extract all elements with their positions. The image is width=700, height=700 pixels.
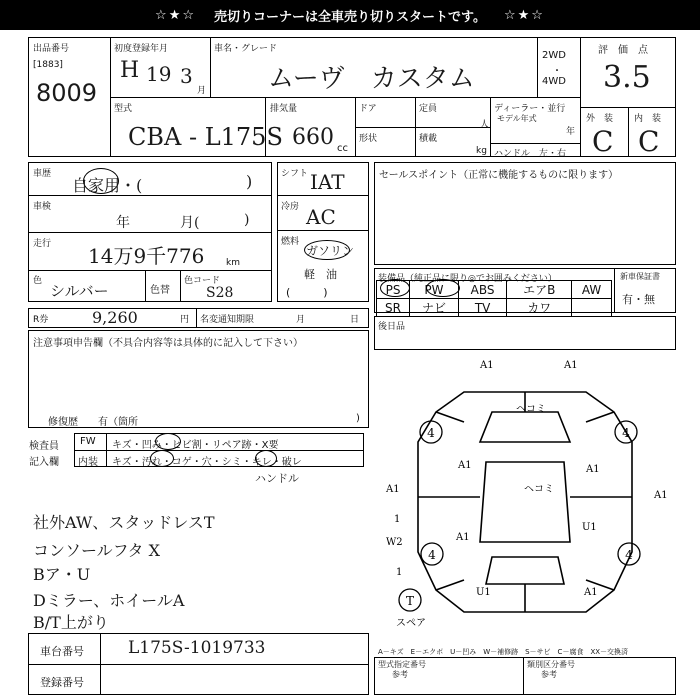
lot-number: 8009 (36, 79, 98, 107)
grade-value: 3.5 (603, 60, 651, 95)
after-label: 後日品 (378, 322, 406, 332)
dent-label-roof: ヘコミ (524, 484, 554, 495)
damage-diagram (374, 352, 676, 652)
damage-legend: A－キズ E－エクボ U－凹み W－補修跡 S－サビ C－腐食 XX－交換済 (378, 648, 629, 656)
equip-navi: ナビ (410, 299, 459, 317)
era: H (120, 58, 140, 83)
registration-label: 登録番号 (40, 676, 84, 689)
handnote-3: Bア・U (33, 565, 91, 584)
inspection-label: 車検 (33, 202, 52, 212)
recycle-value: 9,260 (92, 308, 138, 327)
mileage-value: 14万9千776 (88, 244, 205, 268)
model-value: CBA - L175S (128, 123, 283, 151)
banner-text: 売切りコーナーは全車売り切りスタートです。 (214, 9, 486, 25)
repair-label: 修復歴 有（箇所 (48, 417, 138, 428)
load-label: 積載 (419, 134, 438, 144)
ac-value: AC (306, 205, 336, 229)
tire-rr-label: 4 (625, 548, 633, 562)
after-frame (374, 316, 676, 350)
tax-month: 月 (296, 315, 306, 325)
model-year-label: モデル年式 (497, 114, 537, 123)
new-car-label: 新車保証書 (620, 272, 660, 281)
mileage-label: 走行 (33, 239, 52, 249)
mark-front-l: A1 (480, 360, 494, 371)
mark-side-r: U1 (582, 522, 597, 533)
handnote-4: Dミラー、ホイールA (33, 591, 185, 610)
color-label: 色 (33, 276, 43, 286)
handnote-5: B/T上がり (33, 613, 109, 632)
int-circle-1 (150, 450, 174, 467)
exterior-label: 外 装 (586, 114, 614, 124)
shift-value: IAT (310, 170, 345, 194)
drive-4wd: 4WD (542, 76, 566, 87)
recycle-unit: 円 (180, 315, 190, 325)
tire-fr-label: 4 (622, 426, 630, 440)
sales-label: セールスポイント（正常に機能するものに限ります） (379, 170, 619, 181)
fuel-paren: ( ) (286, 286, 328, 299)
mark-w2: W2 (386, 537, 403, 548)
color-change-label: 色替 (150, 285, 170, 296)
tax-day: 日 (350, 315, 360, 325)
class-label: 類別区分番号 (527, 660, 575, 669)
grade-label: 評 価 点 (598, 45, 648, 56)
capacity-label: 定員 (419, 104, 438, 114)
chassis-label: 車台番号 (40, 645, 84, 658)
equip-abs: ABS (458, 281, 506, 299)
first-reg-label: 初度登録年月 (114, 44, 169, 54)
spare-label: スペア (396, 618, 426, 629)
handnote-1: 社外AW、スタッドレスT (33, 513, 215, 532)
inspection-month: 月( (180, 215, 200, 231)
drive-dot: ・ (552, 66, 562, 77)
inspector-fw: FW (80, 436, 96, 447)
inspector-label2: 記入欄 (29, 457, 59, 468)
car-name: ムーヴ カスタム (268, 64, 475, 94)
equip-pw: PW (410, 281, 459, 299)
dent-label-front: ヘコミ (516, 404, 546, 415)
fuel-value: ガソリン (306, 244, 355, 258)
color-value: シルバー (50, 282, 109, 300)
first-reg-month: 3 (180, 64, 193, 88)
mark-rear-l: A1 (456, 532, 470, 543)
recycle-label: R券 (33, 315, 49, 325)
recycle-frame (28, 308, 369, 328)
mark-one-a: 1 (394, 514, 401, 525)
history-close: ) (246, 172, 253, 191)
first-reg-year: 19 (146, 62, 172, 86)
handnote-2: コンソールフタ X (33, 541, 161, 560)
tire-fl-label: 4 (427, 426, 435, 440)
fuel-label: 燃料 (281, 237, 300, 247)
fw-circle (155, 433, 181, 450)
inspector-label1: 検査員 (29, 441, 59, 452)
class-ref: 参考 (541, 670, 557, 679)
model-label: 型式 (114, 104, 133, 114)
exterior-value: C (592, 125, 614, 158)
interior-label: 内 装 (634, 114, 662, 124)
inspector-fw-items: キズ・凹み・ヒビ割・リペア跡・X要 (112, 440, 279, 451)
chassis-value: L175S-1019733 (128, 638, 266, 658)
mark-rear-r: A1 (584, 587, 598, 598)
dealer-label: ディーラー・並行 (494, 104, 566, 114)
mark-right: A1 (586, 464, 600, 475)
model-year-unit: 年 (566, 127, 576, 137)
handle-label: ハンドル 左・右 (494, 149, 567, 159)
new-car-value: 有・無 (622, 293, 655, 306)
spare-mark-label: T (405, 594, 415, 608)
equip-ps: PS (377, 281, 410, 299)
banner-stars-left: ☆★☆ (155, 7, 197, 23)
lot-sub: [1883] (33, 60, 63, 70)
equipment-grid (376, 280, 612, 317)
load-unit: kg (476, 146, 487, 156)
shape-label: 形状 (359, 134, 378, 144)
month-unit: 月 (197, 86, 207, 96)
mark-left: A1 (458, 460, 472, 471)
capacity-unit: 人 (480, 120, 490, 130)
notes-label: 注意事項申告欄（不具合内容等は具体的に記入して下さい） (33, 338, 303, 349)
equip-empty (572, 299, 612, 317)
mark-rear-u: U1 (476, 587, 491, 598)
displacement-unit: cc (337, 143, 348, 154)
repair-close: ) (356, 413, 360, 424)
inspection-close: ) (244, 212, 250, 228)
equip-tv: TV (458, 299, 506, 317)
equip-aw: AW (572, 281, 612, 299)
equipment-label: 装備品（純正品に限り◎でお囲みください） (378, 274, 557, 284)
pw-circle (426, 279, 460, 297)
tire-rl-label: 4 (428, 548, 436, 562)
interior-value: C (638, 125, 660, 158)
mark-side-l: A1 (386, 484, 400, 495)
handle-note: ハンドル (255, 472, 299, 485)
int-circle-2 (255, 450, 277, 467)
equip-airbag: エアB (507, 281, 572, 299)
drive-2wd: 2WD (542, 50, 566, 61)
fuel-alt: 軽 油 (304, 268, 337, 281)
name-label: 車名・グレード (214, 44, 278, 54)
mark-front-r: A1 (564, 360, 578, 371)
displacement-label: 排気量 (270, 104, 298, 114)
color-code-label: 色コード (184, 276, 221, 286)
equip-sr: SR (377, 299, 410, 317)
ac-label: 冷房 (281, 202, 300, 212)
color-code-value: S28 (206, 285, 234, 301)
shift-label: シフト (281, 169, 309, 179)
top-banner (0, 0, 700, 30)
inspector-int-items: キズ・汚れ・コゲ・穴・シミ・キレ・破レ (112, 457, 302, 468)
ps-circle (380, 279, 410, 297)
history-value: 自家用・( (72, 176, 143, 195)
inspector-int: 内装 (78, 457, 98, 468)
door-label: ドア (359, 104, 377, 114)
banner-stars-right: ☆★☆ (503, 7, 545, 23)
equip-leather: カワ (507, 299, 572, 317)
mileage-unit: km (226, 258, 240, 268)
lot-label: 出品番号 (33, 44, 70, 54)
type-ref: 参考 (392, 670, 408, 679)
history-label: 車歴 (33, 169, 52, 179)
displacement-value: 660 (292, 125, 334, 150)
inspection-year: 年 (116, 215, 130, 231)
type-label: 型式指定番号 (378, 660, 426, 669)
tax-label: 名変通知期限 (200, 315, 255, 325)
mark-far-r: A1 (654, 490, 668, 501)
mark-one-b: 1 (396, 567, 403, 578)
